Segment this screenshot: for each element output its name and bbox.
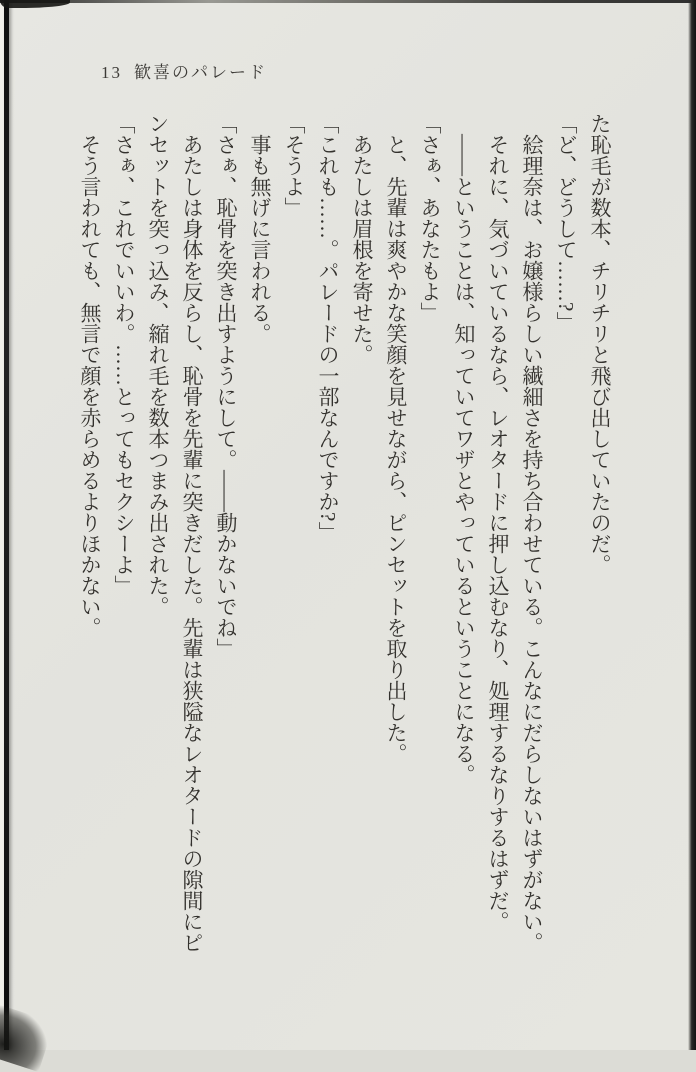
text-column-paragraph: あたしは眉根を寄せた。 (350, 134, 374, 365)
text-column-paragraph: あたしは身体を反らし、恥骨を先輩に突きだした。先輩は狭隘なレオタードの隙間にピンセットを突っ込み、縮れ毛を数本つまみ出された。 (146, 113, 204, 953)
page-number: 13 (101, 63, 122, 82)
vertical-text-area (71, 113, 617, 963)
scan-corner-top-left (0, 0, 70, 8)
scan-edge-top-line (0, 0, 696, 3)
text-column-paragraph: 「そうよ」 (282, 113, 306, 218)
chapter-title: 歓喜のパレード (134, 63, 267, 82)
text-column-paragraph: 「さぁ、恥骨を突き出すようにして。――動かないでね」 (214, 113, 238, 659)
scan-edge-right-line (688, 0, 696, 1050)
text-column-paragraph: ――ということは、知っていてワザとやっているということになる。 (452, 134, 476, 785)
text-column-paragraph: 絵理奈は、お嬢様らしい繊細さを持ち合わせている。こんなにだらしないはずがない。 (520, 134, 544, 953)
text-column-paragraph: 「さぁ、これでいいわ。……とってもセクシーよ」 (112, 113, 136, 596)
text-column-paragraph: そう言われても、無言で顔を赤らめるよりほかない。 (78, 134, 102, 638)
text-column-paragraph: た恥毛が数本、チリチリと飛び出していたのだ。 (588, 113, 612, 575)
text-column-paragraph: と、先輩は爽やかな笑顔を見せながら、ピンセットを取り出した。 (384, 134, 408, 764)
text-column-paragraph: 「ど、どうして……?」 (554, 113, 578, 333)
page-header (101, 58, 267, 83)
text-column-paragraph: 「さぁ、あなたもよ」 (418, 113, 442, 323)
scan-corner-bottom-left-smudge (0, 1004, 55, 1072)
scan-edge-left-line (4, 0, 9, 1050)
text-column-paragraph: 「これも……。パレードの一部なんですか?」 (316, 113, 340, 543)
text-column-paragraph: それに、気づいているなら、レオタードに押し込むなり、処理するなりするはずだ。 (486, 134, 510, 932)
text-column-paragraph: 事も無げに言われる。 (248, 134, 272, 344)
